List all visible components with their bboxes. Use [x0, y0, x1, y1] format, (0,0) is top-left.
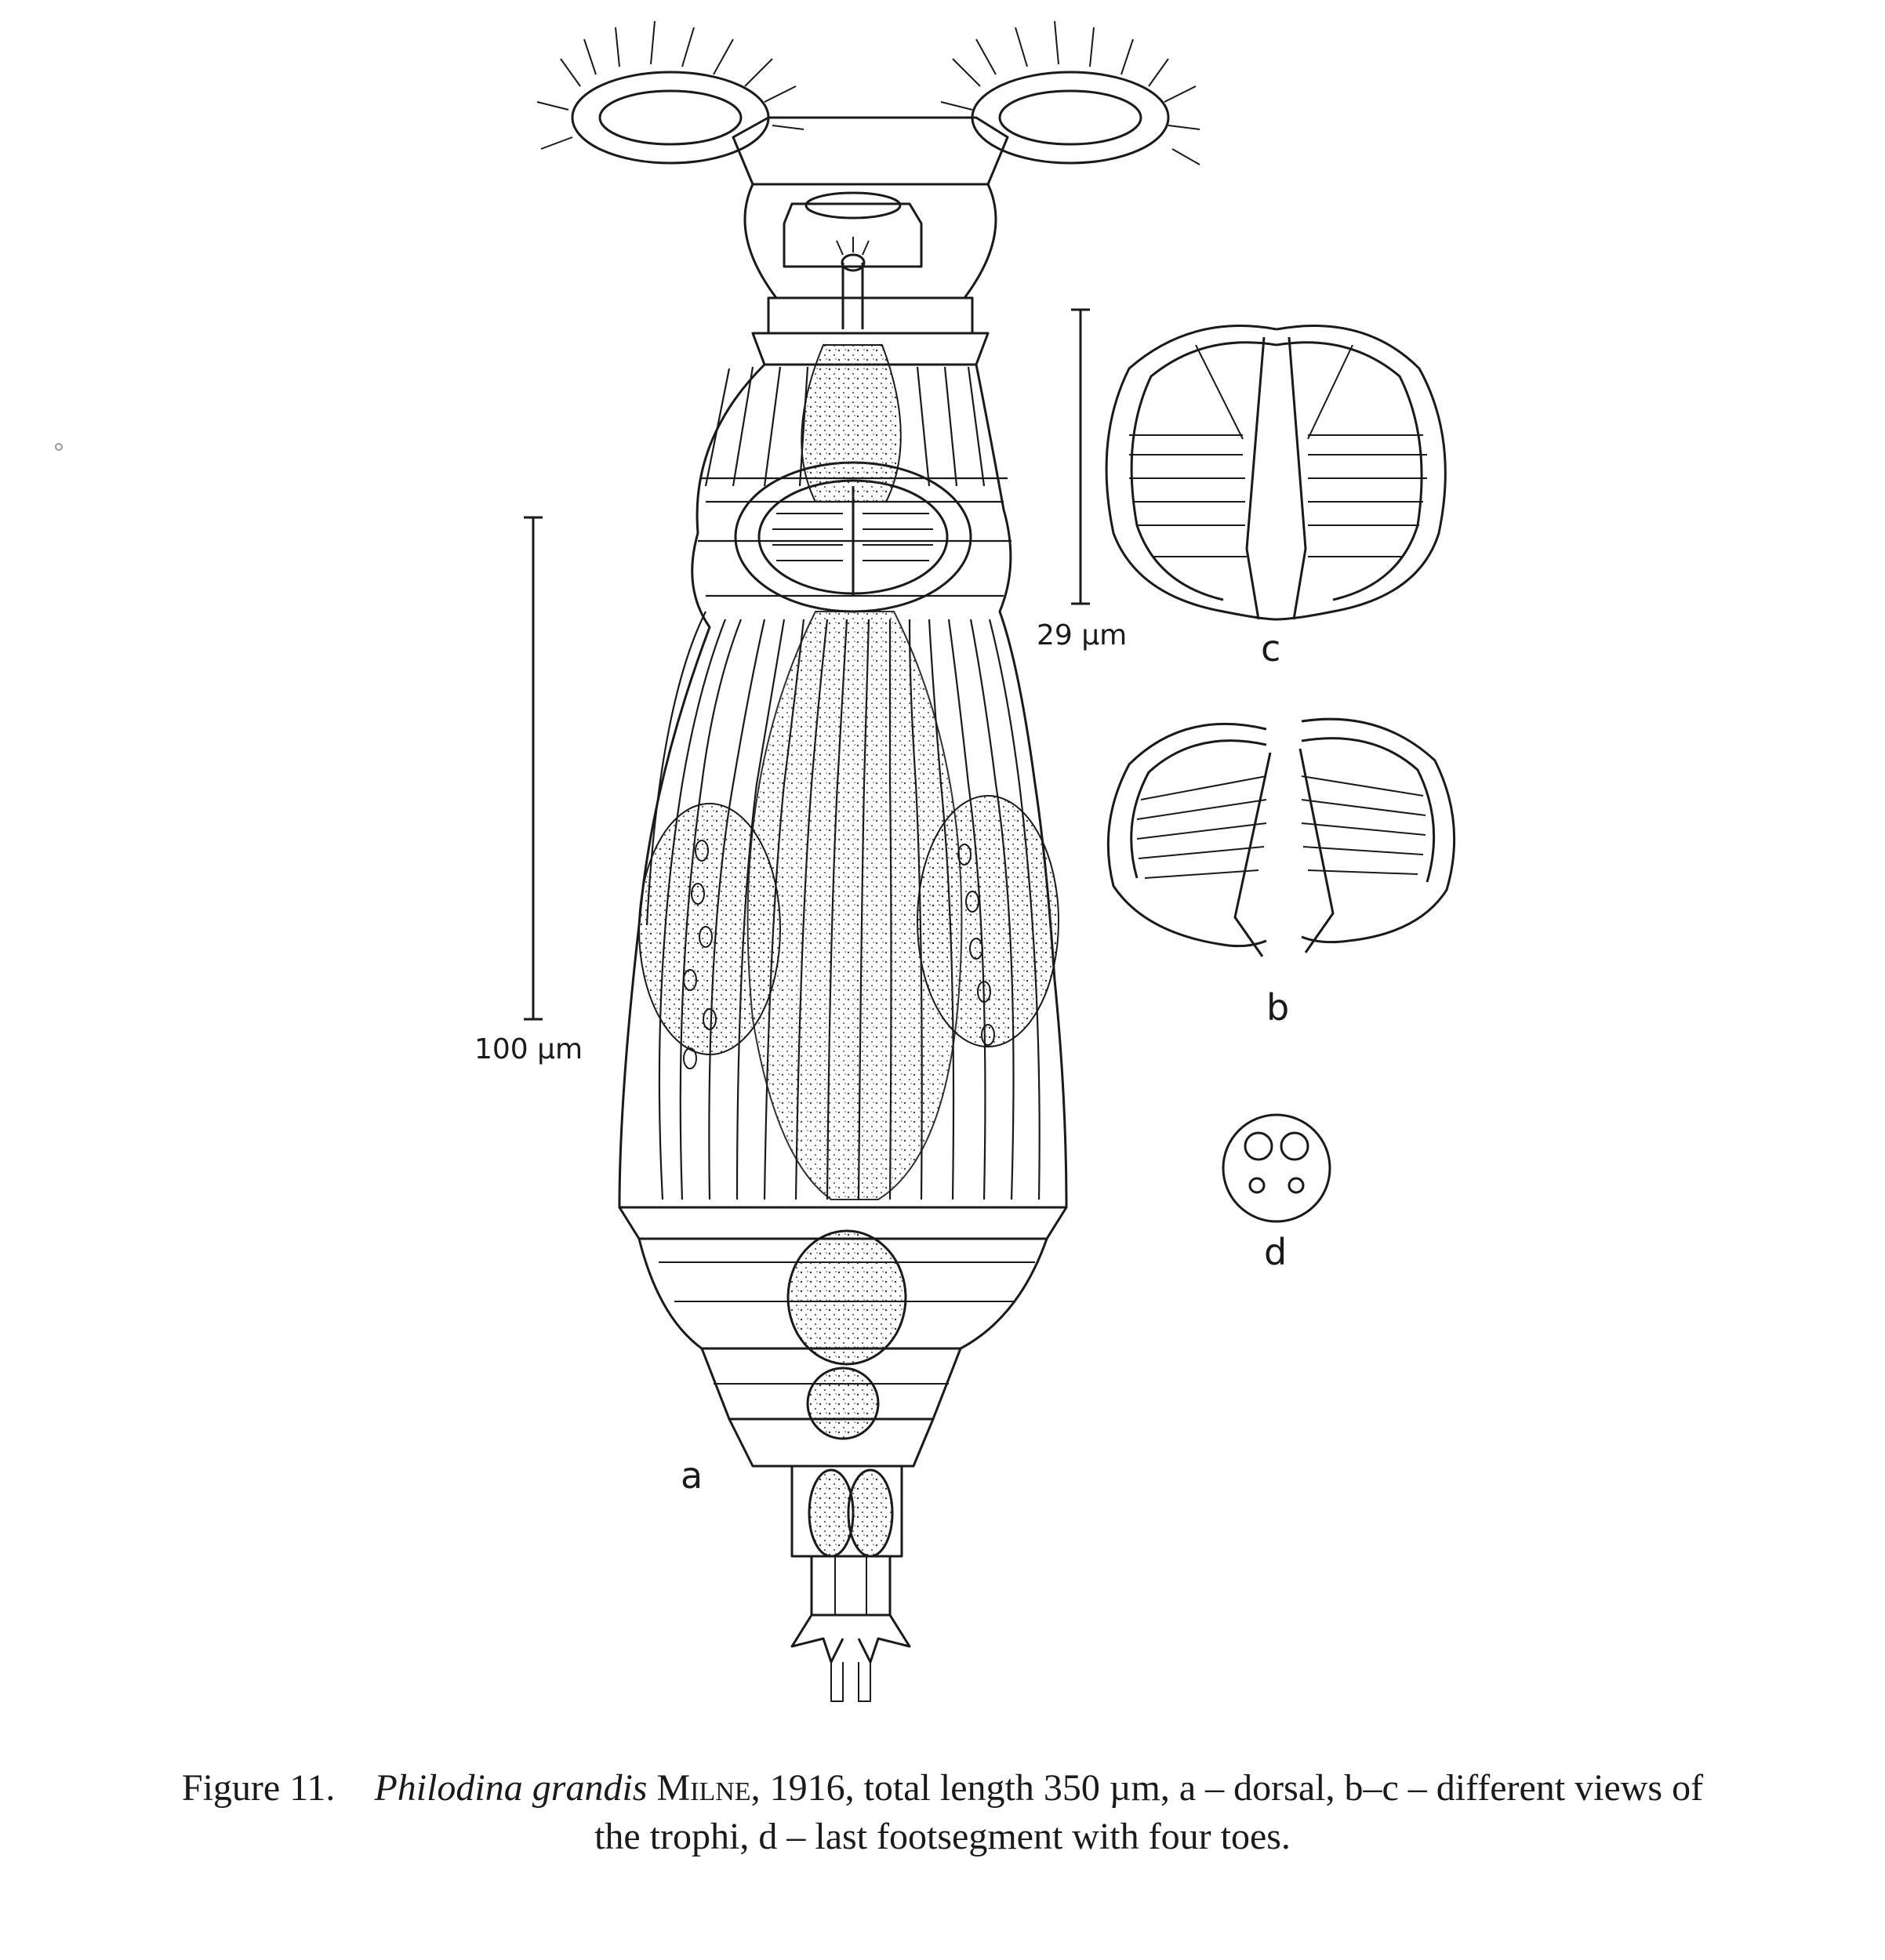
head	[733, 118, 1008, 333]
scale-bar-29	[1071, 310, 1090, 604]
scale-bar-100	[524, 517, 543, 1019]
panel-a-drawing	[537, 21, 1200, 1701]
figure-number: Figure 11.	[181, 1767, 336, 1809]
panel-d-footsegment	[1223, 1115, 1330, 1221]
author-name: Milne	[656, 1767, 751, 1809]
caption-line2: the trophi, d – last footsegment with four toes.	[594, 1816, 1291, 1858]
left-corona-wheel	[537, 21, 804, 163]
panel-label-a: a	[681, 1454, 703, 1497]
caption-line1-rest: , 1916, total length 350 µm, a – dorsal, b–c – different views of	[750, 1767, 1704, 1809]
panel-b-trophi	[1108, 719, 1454, 956]
panel-label-c: c	[1261, 627, 1281, 670]
species-name: Philodina grandis	[374, 1767, 648, 1809]
right-corona-wheel	[941, 21, 1200, 165]
panel-label-d: d	[1264, 1231, 1288, 1273]
scan-speck	[56, 444, 62, 450]
panel-c-trophi	[1106, 326, 1445, 619]
scale-label-100: 100 µm	[474, 1033, 583, 1065]
scale-label-29: 29 µm	[1037, 619, 1128, 652]
panel-label-b: b	[1266, 986, 1290, 1029]
figure-caption	[31, 1764, 1854, 1862]
